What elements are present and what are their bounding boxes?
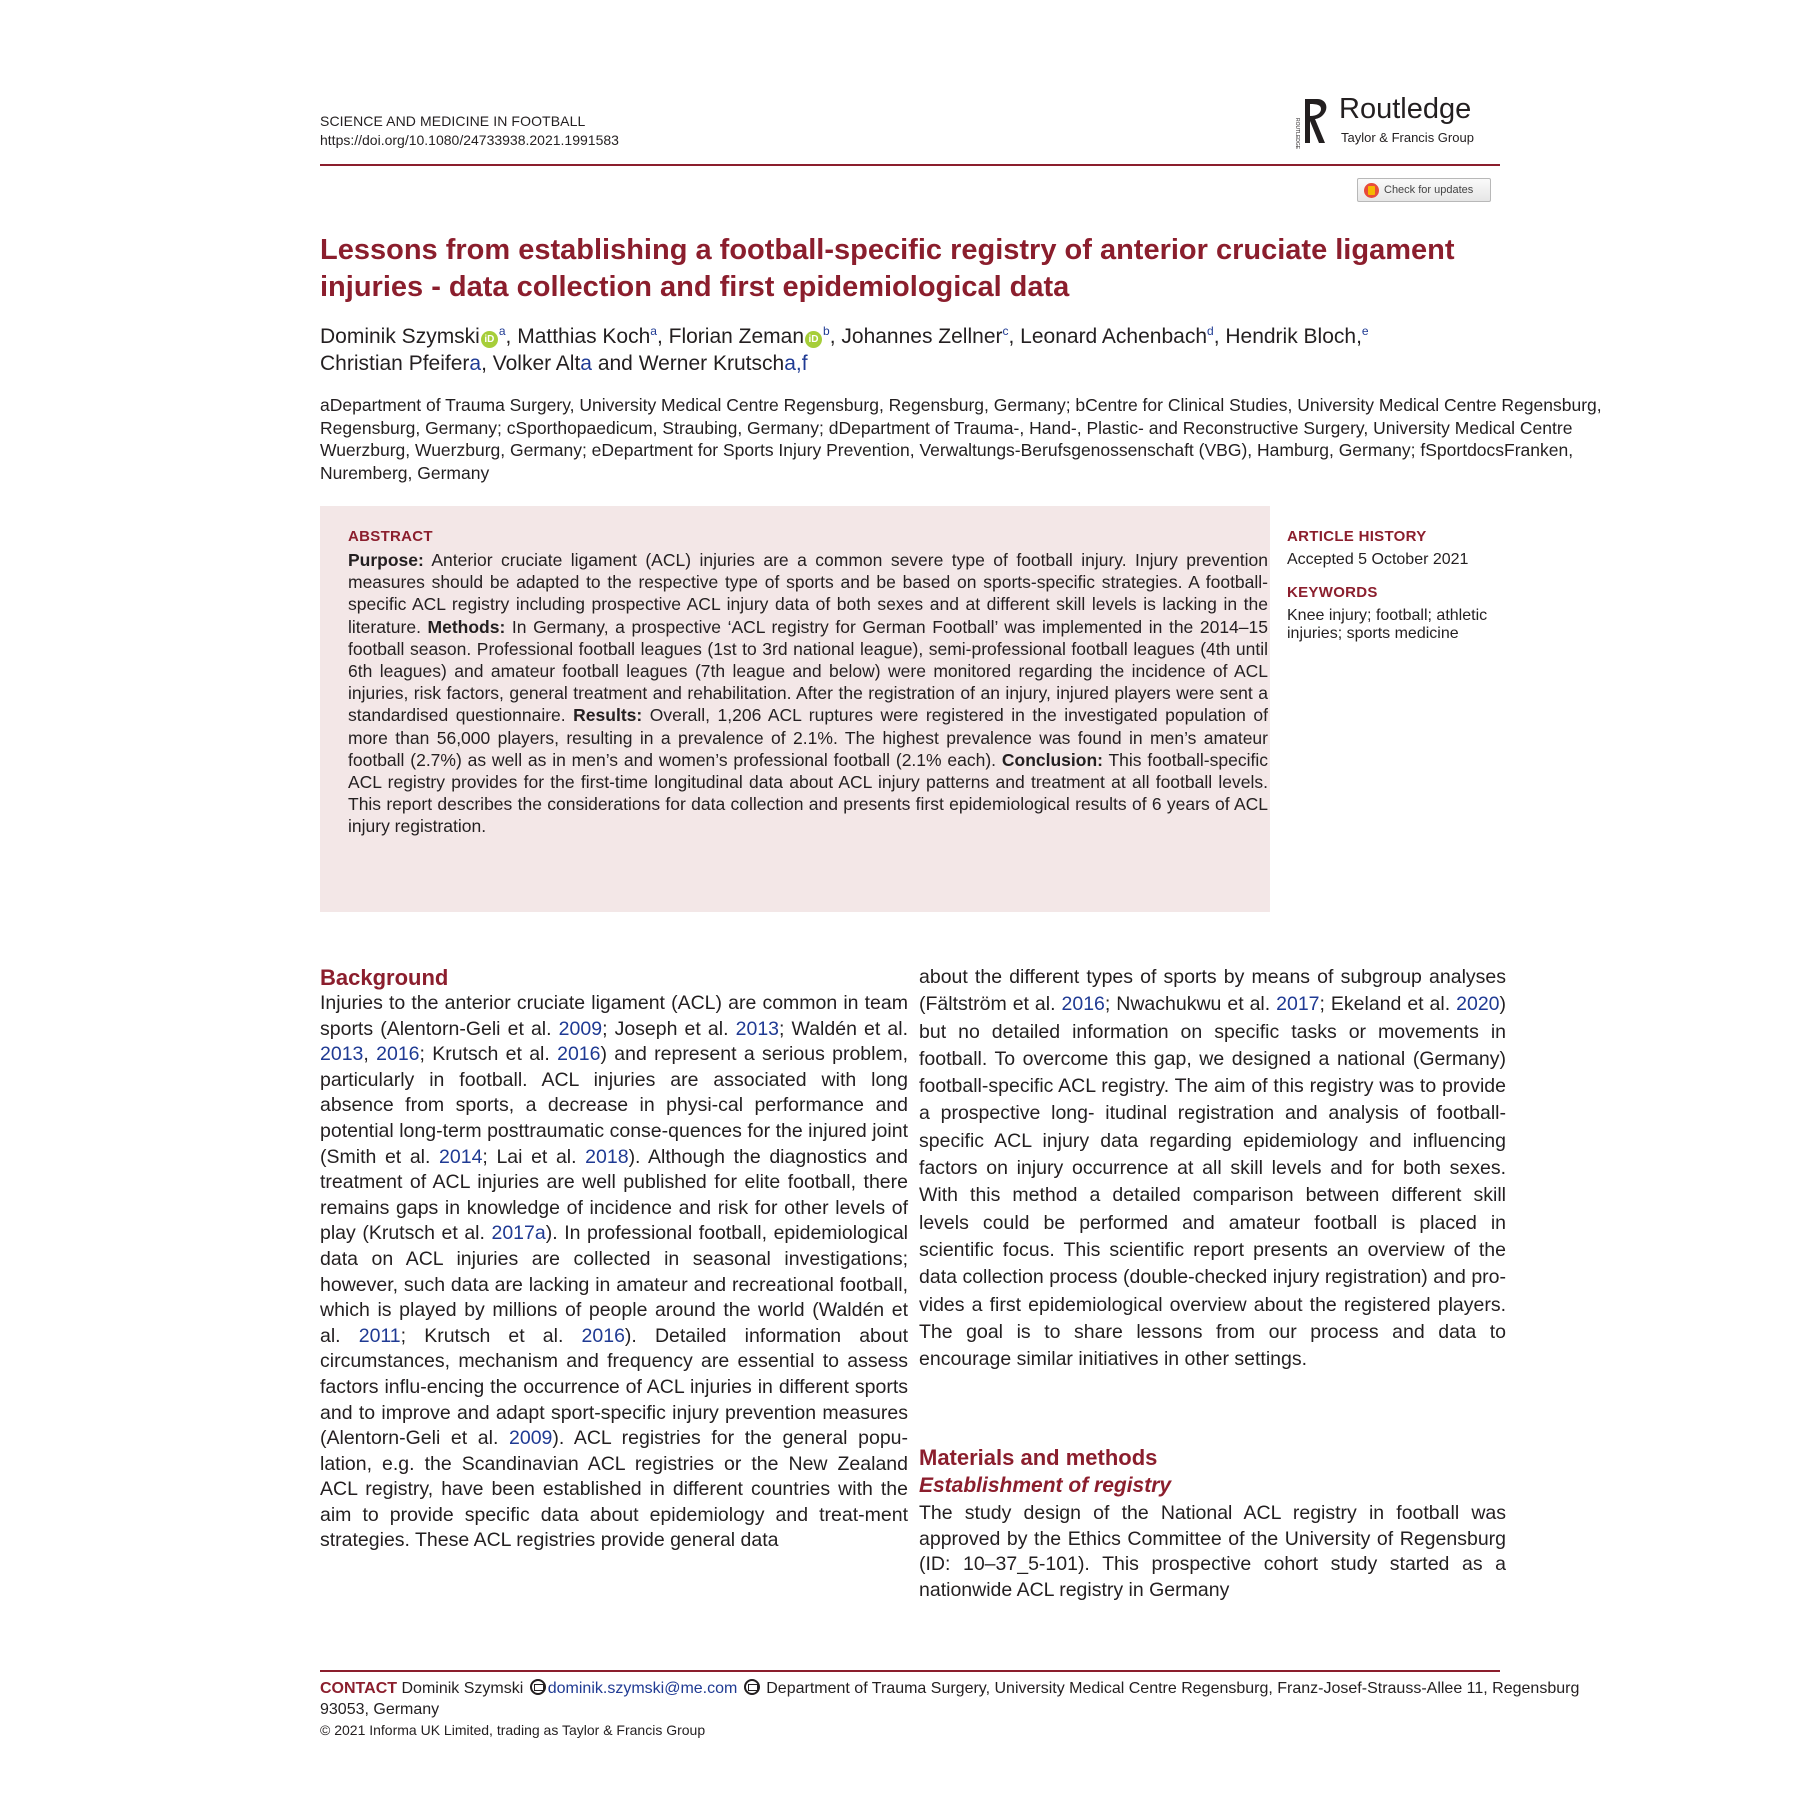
methods-text: The study design of the National ACL registry in football was approved by the Ethics Committee of the University of Regensburg (ID: 10–37_5-101). This prospective cohort study started as a nationwide ACL registry in Germany: [919, 1502, 1506, 1601]
author-name: , Johannes Zellner: [829, 325, 1003, 348]
address-icon: [744, 1679, 760, 1695]
author-name: , Volker Alt: [481, 352, 581, 375]
citation-link[interactable]: 2013: [735, 1017, 780, 1040]
publisher-logo[interactable]: [1294, 93, 1497, 151]
abstract-text: [348, 549, 1268, 838]
author-affiliation-marker: b: [823, 324, 830, 338]
article-title: Lessons from establishing a football-specific registry of anterior cruciate ligament injuries - data collection and first epidemiological data: [320, 234, 1455, 303]
header-rule: [320, 164, 1500, 166]
footer-rule: [320, 1670, 1500, 1672]
author-affiliation-marker: a: [498, 324, 506, 338]
publisher-vertical: ROUTLEDGE: [1294, 118, 1300, 150]
contact-label: CONTACT: [320, 1680, 398, 1697]
orcid-icon[interactable]: iD: [805, 331, 822, 348]
contact-name: Dominik Szymski: [401, 1680, 524, 1697]
author-affiliation-marker: a,f: [784, 352, 808, 375]
contact-info: [320, 1678, 1620, 1720]
author-name: , Florian Zeman: [656, 325, 805, 348]
body-text-run: ). In professional football, epidemiological data on ACL injuries are collected in seasonal investigations; however, such data are lacking in amateur and recreational football, which is played by millions of people around the world (Waldén et al.: [320, 1222, 908, 1347]
body-text-run: ; Nwachukwu et al.: [1104, 993, 1277, 1016]
body-text-run: ; Joseph et al.: [602, 1017, 736, 1040]
methods-heading: Materials and methods: [919, 1445, 1158, 1470]
affiliations: aDepartment of Trauma Surgery, University Medical Centre Regensburg, Regensburg, Germany; bCentre for Clinical Studies, University Medical Centre Regensburg, Regensburg, Germany; cSporthopaedicum, Straubing, Germany; dDepartment of Trauma-, Hand-, Plastic- and Reconstructive Surgery, University Medical Centre Wuerzburg, Wuerzburg, Germany; eDepartment for Sports Injury Prevention, Verwaltungs-Berufsgenossenschaft (VBG), Hamburg, Germany; fSportdocsFranken, Nuremberg, Germany: [320, 395, 1602, 483]
abstract-label: Results:: [573, 705, 643, 726]
publisher-subtitle: Taylor & Francis Group: [1341, 130, 1474, 145]
body-text-run: ) but no detailed information on specific tasks or movements in football. To overcome this gap, we designed a national (Germany) football-specific ACL registry. The aim of this registry was to provide a prospective long- itudinal registration and analysis of football-specific ACL injury data regarding epidemiology and influencing factors on injury occurrence at all skill levels and for both sexes. With this method a detailed comparison between different skill levels could be performed and amateur football is placed in scientific focus. This scientific report presents an overview of the data collection process (double-checked injury registration) and pro- vides a first epidemiological overview about the registered players. The goal is to share lessons from our process and data to encourage similar initiatives in other settings.: [919, 993, 1507, 1371]
author-affiliation-marker: d: [1207, 324, 1214, 338]
body-text-run: ). ACL registries for the general popu-lation, e.g. the Scandinavian ACL registries or the New Zealand ACL registry, have been established in different countries with the aim to provide specific data about epidemiology and treat-ment strategies. These ACL registries provide general data: [320, 1427, 909, 1552]
check-updates-label: Check for updates: [1384, 184, 1474, 196]
body-text-run: ; Lai et al.: [482, 1145, 586, 1168]
author-affiliation-marker: a: [650, 324, 657, 338]
orcid-icon[interactable]: iD: [481, 331, 498, 348]
author-name: and Werner Krutsch: [591, 352, 785, 375]
abstract-label: Methods:: [427, 616, 506, 637]
body-text-run: about the different types of sports by means of subgroup analyses (Fältström et al.: [919, 966, 1506, 1016]
author-affiliation-marker: e: [1361, 324, 1369, 338]
abstract-segment: In Germany, a prospective ‘ACL registry for German Football’ was implemented in the 2014–15 football season. Professional football leagues (1st to 3rd national league), semi-professional football leagues (4th until 6th leagues) and amateur football leagues (7th league and below) were monitored regarding the incidence of ACL injuries, risk factors, general treatment and rehabilitation. After the registration of an injury, injured players were sent a standardised questionnaire.: [348, 616, 1268, 726]
citation-link[interactable]: 2017a: [491, 1222, 546, 1245]
citation-link[interactable]: 2017: [1276, 993, 1320, 1016]
citation-link[interactable]: 2016: [581, 1324, 625, 1347]
citation-link[interactable]: 2013: [320, 1043, 364, 1066]
author-name: , Matthias Koch: [505, 325, 651, 348]
citation-link[interactable]: 2020: [1456, 993, 1500, 1016]
article-history-heading: ARTICLE HISTORY: [1287, 528, 1427, 545]
doi-link[interactable]: https://doi.org/10.1080/24733938.2021.1991583: [320, 132, 619, 148]
abstract-segment: Overall, 1,206 ACL ruptures were registered in the investigated population of more than 56,000 players, resulting in a prevalence of 2.1%. The highest prevalence was found in men’s amateur football (2.7%) as well as in men’s and women’s professional football (2.1% each).: [348, 705, 1268, 770]
citation-link[interactable]: 2011: [358, 1324, 401, 1347]
body-text-run: ; Ekeland et al.: [1319, 993, 1457, 1016]
body-text-run: ). Detailed information about circumstances, mechanism and frequency are essential to assess factors influ-encing the occurrence of ACL injuries in different sports and to improve and adapt sport-specific injury prevention measures (Alentorn-Geli et al.: [320, 1324, 908, 1450]
crossmark-icon: [1364, 183, 1379, 198]
body-text-run: ,: [363, 1043, 377, 1066]
abstract-label: Conclusion:: [1001, 749, 1103, 770]
establishment-heading: Establishment of registry: [919, 1474, 1172, 1497]
body-text-run: ). Although the diagnostics and treatment of ACL injuries are well published for elite football, there remains gaps in knowledge of incidence and risk for other levels of play (Krutsch et al.: [320, 1145, 909, 1245]
contact-email-link[interactable]: dominik.szymski@me.com: [547, 1680, 738, 1697]
citation-link[interactable]: 2009: [558, 1017, 603, 1040]
contact-address: Department of Trauma Surgery, University Medical Centre Regensburg, Franz-Josef-Strauss-Allee 11, Regensburg 93053, Germany: [320, 1680, 1580, 1718]
author-name: Dominik Szymski: [320, 325, 480, 348]
author-affiliation-marker: c: [1002, 324, 1009, 338]
abstract-segment: Anterior cruciate ligament (ACL) injuries are a common severe type of football injury. Injury prevention measures should be adapted to the respective type of sports and be based on sports-specific strategies. A football-specific ACL registry including prospective ACL injury data of both sexes and at different skill levels is lacking in the literature.: [348, 550, 1268, 637]
abstract-segment: This football-specific ACL registry provides for the first-time longitudinal data about ACL injury patterns and treatment at all football levels. This report describes the considerations for data collection and presents first epidemiological results of 6 years of ACL injury registration.: [348, 749, 1268, 837]
author-line-2: [320, 350, 1500, 377]
body-text-run: ) and represent a serious problem, particularly in football. ACL injuries are associated with long absence from sports, a decrease in physi-cal performance and potential long-term posttraumatic conse-quences for the injured joint (Smith et al.: [320, 1043, 908, 1168]
author-line-1: [320, 318, 1500, 350]
background-heading: Background: [320, 965, 449, 990]
author-affiliation-marker: a: [469, 352, 482, 375]
author-name: Christian Pfeifer: [320, 352, 470, 375]
background-text: [320, 991, 908, 1554]
body-text-run: Injuries to the anterior cruciate ligament (ACL) are common in team sports (Alentorn-Geli et al.: [320, 992, 908, 1040]
citation-link[interactable]: 2016: [1061, 993, 1105, 1016]
article-history-text: Accepted 5 October 2021: [1287, 551, 1469, 568]
abstract-heading: ABSTRACT: [348, 528, 433, 545]
journal-name: SCIENCE AND MEDICINE IN FOOTBALL: [320, 113, 586, 129]
body-text-run: ; Krutsch et al.: [400, 1324, 582, 1347]
author-affiliation-marker: a: [580, 352, 592, 375]
author-name: , Leonard Achenbach: [1008, 325, 1207, 348]
body-text-run: ; Krutsch et al.: [419, 1043, 558, 1066]
check-for-updates-button[interactable]: [1357, 178, 1491, 202]
keywords-text: Knee injury; football; athletic injuries; sports medicine: [1287, 607, 1488, 642]
keywords-heading: KEYWORDS: [1287, 584, 1378, 601]
routledge-logo-icon: [1294, 95, 1329, 150]
citation-link[interactable]: 2009: [509, 1427, 553, 1450]
body-text-run: ; Waldén et al.: [779, 1017, 908, 1040]
citation-link[interactable]: 2014: [439, 1145, 483, 1168]
citation-link[interactable]: 2018: [585, 1145, 629, 1168]
author-name: , Hendrik Bloch,: [1213, 325, 1362, 348]
background-continued-text: [919, 964, 1506, 1373]
email-icon: [530, 1679, 546, 1695]
citation-link[interactable]: 2016: [557, 1043, 601, 1066]
author-list: [320, 318, 1500, 377]
copyright: © 2021 Informa UK Limited, trading as Taylor & Francis Group: [320, 1722, 706, 1738]
publisher-name: Routledge: [1339, 93, 1472, 125]
citation-link[interactable]: 2016: [376, 1043, 420, 1066]
abstract-label: Purpose:: [348, 550, 424, 570]
